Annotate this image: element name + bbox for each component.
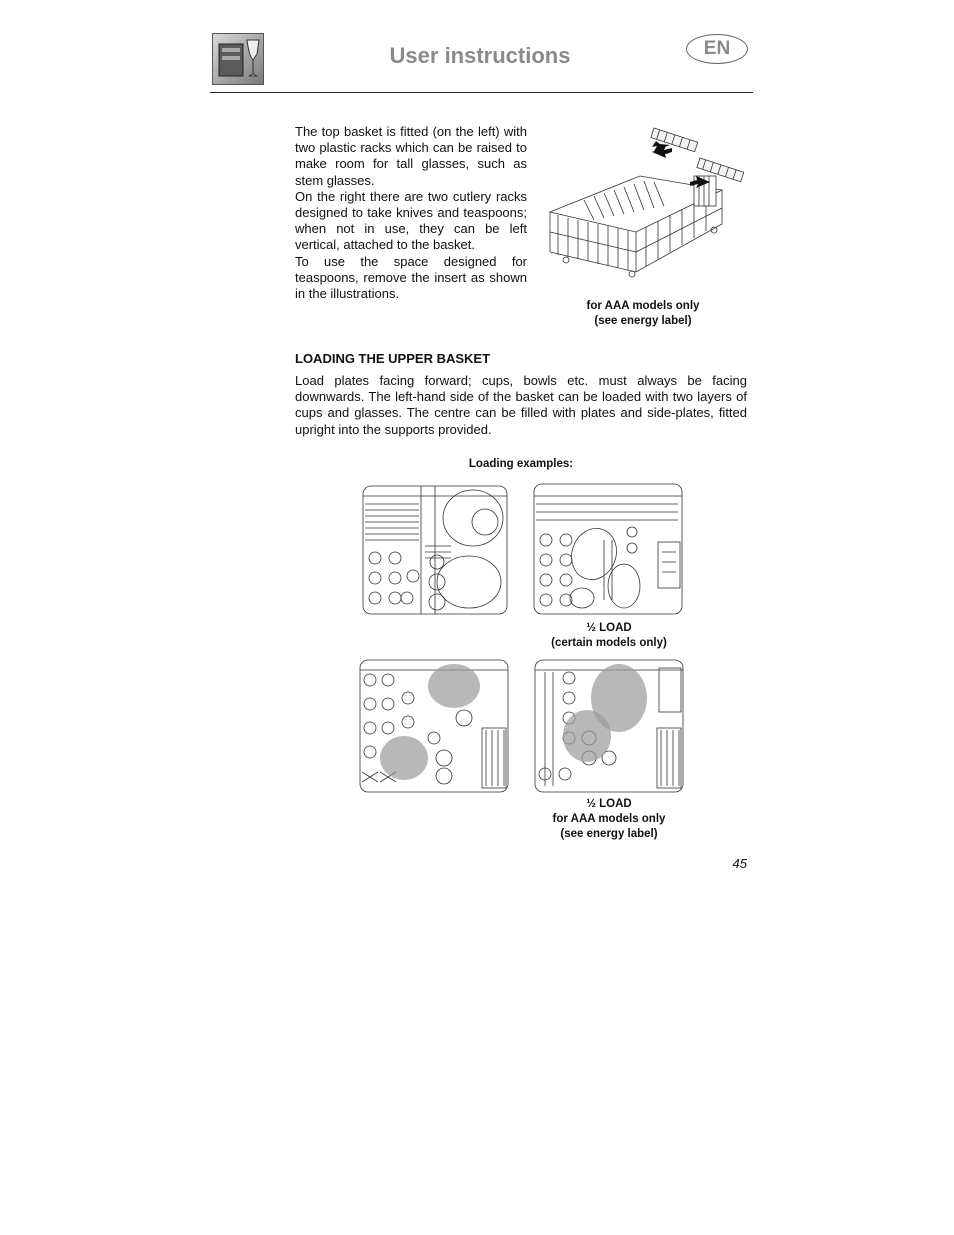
rack-aaa-full-load-illustration <box>358 658 510 794</box>
aaa-half-load-caption: ½ LOAD for AAA models only (see energy label) <box>552 798 666 840</box>
loading-examples-label: Loading examples: <box>468 458 574 470</box>
intro-text <box>295 124 527 302</box>
language-badge: EN <box>686 34 748 64</box>
rack-aaa-half-load-illustration <box>533 658 685 794</box>
dishwasher-glass-icon <box>212 33 264 85</box>
header-divider <box>210 92 753 93</box>
rack-full-load-illustration <box>361 484 509 616</box>
intro-paragraph: On the right there are two cutlery racks designed to take knives and teaspoons; when not in use, they can be left vertical, attached to the basket. <box>295 188 527 253</box>
page-title: User instructions <box>389 43 571 68</box>
intro-paragraph: To use the space designed for teaspoons, remove the insert as shown in the illustrations. <box>295 253 527 302</box>
section-heading: LOADING THE UPPER BASKET <box>295 351 491 366</box>
basket-figure-caption: for AAA models only (see energy label) <box>586 300 700 327</box>
half-load-caption: ½ LOAD (certain models only) <box>551 622 667 649</box>
intro-paragraph: The top basket is fitted (on the left) with two plastic racks which can be raised to make room for tall glasses, such as stem glasses. <box>295 124 527 188</box>
section-body: Load plates facing forward; cups, bowls etc. must always be facing downwards. The left-hand side of the basket can be loaded with two layers of cups and glasses. The centre can be filled with plates and side-plates, fitted upright into the supports provided. <box>295 373 747 437</box>
upper-basket-illustration <box>544 120 752 280</box>
rack-half-load-illustration <box>532 482 684 616</box>
page-number: 45 <box>732 856 747 871</box>
